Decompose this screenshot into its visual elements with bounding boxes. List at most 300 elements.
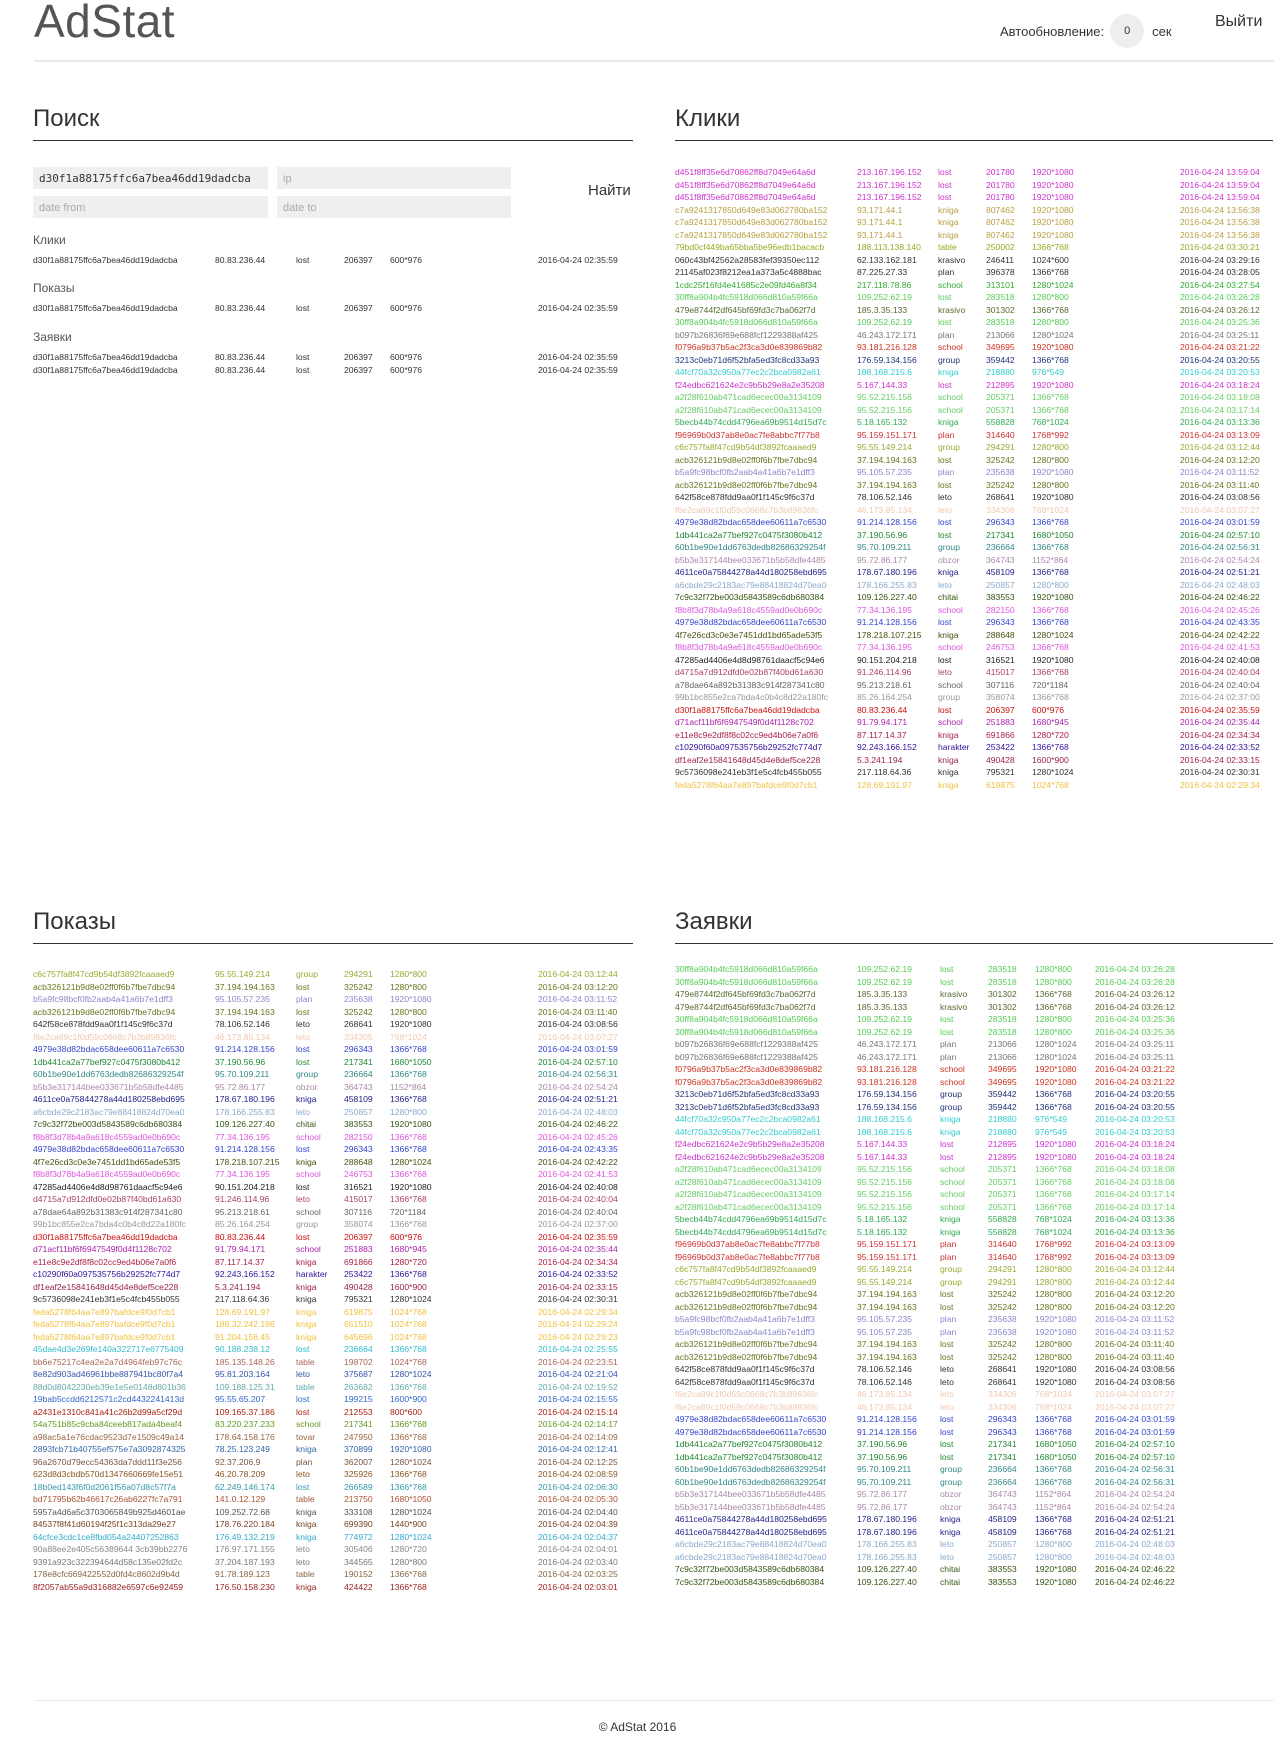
row-source: lost: [938, 517, 952, 527]
row-uid: 642f58ce878fdd9aa0f1f145c9f6c37d: [33, 1019, 173, 1029]
row-date: 2016-04-24 02:46:22: [1180, 592, 1260, 602]
row-date: 2016-04-24 02:06:30: [538, 1481, 618, 1492]
row-resolution: 600*976: [390, 352, 423, 362]
row-resolution: 1280*1024: [1032, 629, 1074, 640]
row-ip: 46.243.172.171: [857, 1039, 917, 1049]
row-date: 2016-04-24 02:35:44: [538, 1244, 618, 1254]
row-date: 2016-04-24 03:17:14: [1095, 1201, 1175, 1212]
row-uid: d451f8ff35e6d70862ff8d7049e64a6d: [675, 179, 816, 190]
row-ip: 95.70.109.211: [857, 1464, 912, 1474]
row-source: school: [940, 1076, 965, 1087]
date-from-input[interactable]: [33, 196, 268, 218]
row-ip: 93.181.216.128: [857, 1076, 917, 1087]
row-resolution: 1280*720: [1032, 729, 1069, 740]
row-date: 2016-04-24 02:57:10: [1180, 529, 1260, 540]
row-ip: 46.243.172.171: [857, 329, 917, 340]
row-id: 807462: [986, 217, 1015, 227]
row-id: 325926: [344, 1469, 373, 1479]
row-ip: 95.105.57.235: [857, 1314, 912, 1324]
row-uid: c7a9241317850d649e83d062780ba152: [675, 204, 828, 215]
row-resolution: 1366*768: [1032, 404, 1069, 415]
row-resolution: 1280*1024: [1035, 1051, 1077, 1062]
autoupdate-unit: сек: [1152, 23, 1172, 39]
row-source: lost: [938, 529, 952, 540]
row-resolution: 1366*768: [1035, 1001, 1072, 1012]
row-uid: acb326121b9d8e02ff0f6b7fbe7dbc94: [33, 1006, 176, 1017]
row-date: 2016-04-24 02:42:22: [538, 1156, 618, 1167]
row-source: leto: [940, 1539, 954, 1549]
row-source: lost: [938, 292, 952, 302]
row-date: 2016-04-24 02:08:59: [538, 1469, 618, 1479]
row-uid: b5b3e317144bee033671b5b58dfe4485: [33, 1081, 184, 1092]
row-source: lost: [940, 1351, 954, 1362]
row-resolution: 1024*768: [390, 1356, 427, 1367]
row-resolution: 1366*768: [1035, 989, 1072, 999]
row-date: 2016-04-24 02:35:44: [1180, 717, 1260, 727]
row-ip: 109.165.37.186: [215, 1406, 275, 1417]
row-id: 364743: [988, 1501, 1017, 1512]
row-ip: 178.67.180.196: [857, 1514, 917, 1524]
row-resolution: 1366*768: [1032, 354, 1069, 365]
row-resolution: 1366*768: [1032, 517, 1069, 527]
row-ip: 178.218.107.215: [215, 1156, 280, 1167]
row-ip: 90.151.204.218: [215, 1181, 275, 1192]
row-date: 2016-04-24 03:17:14: [1180, 404, 1260, 415]
row-id: 296343: [344, 1144, 373, 1154]
row-id: 206397: [344, 255, 373, 265]
row-ip: 80.83.236.44: [215, 364, 266, 375]
row-ip: 128.69.191.97: [215, 1306, 270, 1317]
row-uid: c7a9241317850d649e83d062780ba152: [675, 229, 828, 240]
row-ip: 91.214.128.156: [215, 1144, 275, 1154]
row-uid: d71acf11bf6f6947549f0d4f1128c702: [675, 717, 814, 727]
row-resolution: 1366*768: [390, 1344, 427, 1354]
row-resolution: 1366*768: [1032, 692, 1069, 702]
row-source: leto: [938, 579, 952, 590]
autoupdate-value[interactable]: 0: [1110, 14, 1144, 48]
row-ip: 46.173.85.134: [215, 1031, 270, 1042]
row-resolution: 1280*800: [1035, 1289, 1072, 1299]
row-source: school: [938, 392, 963, 402]
row-uid: 1db441ca2a77bef927c0475f3080b412: [33, 1056, 181, 1067]
row-ip: 178.76.220.184: [215, 1519, 275, 1529]
row-id: 296343: [988, 1426, 1017, 1437]
row-source: lost: [940, 1439, 954, 1449]
row-ip: 176.59.134.156: [857, 354, 917, 365]
row-ip: 178.166.255.83: [215, 1106, 275, 1117]
row-id: 218880: [988, 1114, 1017, 1124]
row-resolution: 976*549: [1035, 1114, 1068, 1124]
row-date: 2016-04-24 02:04:37: [538, 1531, 618, 1542]
row-source: lost: [296, 364, 310, 375]
row-uid: 47285ad4406e4d8d98761daacf5c94e6: [33, 1181, 183, 1192]
row-date: 2016-04-24 03:12:20: [538, 981, 618, 992]
row-uid: df1eaf2e15841648d45d4e8def5ce228: [33, 1281, 179, 1292]
row-resolution: 1920*1080: [1032, 192, 1074, 202]
row-id: 217341: [344, 1056, 373, 1067]
row-id: 458109: [344, 1094, 373, 1104]
row-date: 2016-04-24 02:40:04: [538, 1206, 618, 1217]
row-ip: 95.52.215.156: [857, 1164, 912, 1174]
row-source: group: [938, 354, 960, 365]
row-ip: 178.166.255.83: [857, 579, 917, 590]
clicks-panel: [675, 105, 1273, 875]
row-resolution: 1366*768: [1032, 742, 1069, 752]
row-date: 2016-04-24 03:26:12: [1095, 1001, 1175, 1012]
row-source: chitai: [940, 1576, 961, 1587]
row-uid: f8b8f3d78b4a9a618c4559ad0e0b690c: [675, 642, 823, 652]
row-uid: d451f8ff35e6d70862ff8d7049e64a6d: [675, 167, 816, 177]
row-id: 325242: [986, 454, 1015, 465]
row-date: 2016-04-24 02:29:23: [538, 1331, 618, 1342]
search-title: Поиск: [33, 105, 100, 132]
row-uid: f6e2ca89c1f0d59c0668c7b3b89836fc: [675, 1389, 819, 1399]
row-resolution: 1920*1080: [1035, 1076, 1077, 1087]
row-source: plan: [938, 267, 955, 277]
row-id: 294291: [344, 969, 373, 979]
row-uid: b097b26836f69e688fcf1229388af425: [675, 329, 818, 340]
row-source: group: [296, 1219, 318, 1229]
row-uid: acb326121b9d8e02ff0f6b7fbe7dbc94: [675, 1351, 818, 1362]
row-date: 2016-04-24 02:46:22: [1095, 1576, 1175, 1587]
row-source: school: [296, 1244, 321, 1254]
row-date: 2016-04-24 03:08:56: [1095, 1364, 1175, 1374]
row-source: lost: [938, 179, 952, 190]
row-source: krasivo: [940, 989, 968, 999]
table-row[interactable]: [33, 1582, 633, 1596]
row-ip: 95.52.215.156: [857, 1176, 912, 1187]
row-date: 2016-04-24 03:11:40: [1095, 1351, 1175, 1362]
row-id: 236664: [344, 1344, 373, 1354]
row-resolution: 1366*768: [1032, 667, 1069, 677]
row-source: school: [296, 1206, 321, 1217]
row-ip: 95.52.215.156: [857, 1189, 912, 1199]
table-row[interactable]: [675, 780, 1273, 794]
row-resolution: 1280*800: [1032, 579, 1069, 590]
row-uid: f24edbc621624e2c9b5b29e8a2e35208: [675, 379, 825, 390]
row-source: lost: [938, 617, 952, 627]
row-source: plan: [296, 1456, 313, 1467]
row-source: obzor: [940, 1501, 962, 1512]
row-source: lost: [940, 1426, 954, 1437]
row-id: 190152: [344, 1569, 373, 1579]
row-source: table: [296, 1569, 315, 1579]
row-resolution: 1920*1080: [390, 1444, 432, 1454]
row-date: 2016-04-24 03:20:55: [1180, 354, 1260, 365]
row-uid: 4979e38d82bdac658dee60611a7c6530: [675, 1426, 827, 1437]
row-uid: b5a9fc98bcf0fb2aab4a41a6b7e1dff3: [675, 467, 815, 477]
row-date: 2016-04-24 13:56:38: [1180, 229, 1260, 240]
row-ip: 95.159.151.171: [857, 1251, 917, 1262]
ip-input[interactable]: [277, 167, 511, 189]
row-ip: 185.3.35.133: [857, 989, 908, 999]
row-ip: 95.105.57.235: [857, 467, 912, 477]
row-id: 807462: [986, 204, 1015, 215]
row-resolution: 1600*900: [1032, 754, 1069, 765]
row-resolution: 1366*768: [390, 1094, 427, 1104]
row-id: 316521: [344, 1181, 373, 1192]
row-resolution: 1280*800: [390, 1556, 427, 1567]
row-ip: 37.194.194.163: [215, 981, 275, 992]
row-ip: 62.133.162.181: [857, 254, 917, 265]
row-resolution: 1920*1080: [1035, 1376, 1077, 1387]
row-resolution: 1920*1080: [1035, 1314, 1077, 1324]
row-resolution: 1920*1080: [390, 1181, 432, 1192]
row-resolution: 768*1024: [1032, 417, 1069, 427]
row-ip: 5.167.144.33: [857, 1139, 908, 1149]
row-uid: 60b1be90e1dd6763dedb82686329254f: [675, 542, 826, 552]
row-ip: 188.32.242.196: [215, 1319, 275, 1329]
row-ip: 95.52.215.156: [857, 1201, 912, 1212]
row-ip: 185.3.35.133: [857, 1001, 908, 1012]
row-date: 2016-04-24 02:35:59: [1180, 704, 1260, 715]
row-uid: a78dae64a892b31383c914f287341c80: [675, 679, 825, 690]
row-source: group: [940, 1089, 962, 1099]
row-resolution: 1920*1080: [1035, 1139, 1077, 1149]
row-source: school: [938, 604, 963, 615]
row-source: kniga: [940, 1226, 961, 1237]
row-id: 250857: [988, 1551, 1017, 1562]
uid-input[interactable]: [33, 167, 268, 189]
row-uid: 30ff8a904b4fc5918d066d810a59f66a: [675, 1014, 818, 1024]
row-date: 2016-04-24 03:29:16: [1180, 254, 1260, 265]
row-resolution: 1366*768: [1035, 1464, 1072, 1474]
row-resolution: 1280*720: [390, 1544, 427, 1554]
row-uid: f0796a9b37b5ac2f3ca3d0e839869b82: [675, 342, 823, 352]
row-resolution: 976*549: [1032, 367, 1065, 377]
row-source: kniga: [940, 1126, 961, 1137]
row-resolution: 1280*1024: [1032, 767, 1074, 777]
row-uid: 54a751b85c9cba84ceeb817ada4beaf4: [33, 1419, 183, 1429]
row-resolution: 1280*1024: [390, 1369, 432, 1379]
row-id: 282150: [344, 1131, 373, 1142]
row-id: 235638: [344, 994, 373, 1004]
row-source: school: [938, 279, 963, 290]
row-uid: 30ff8a904b4fc5918d066d810a59f66a: [675, 964, 818, 974]
row-ip: 91.214.128.156: [857, 1414, 917, 1424]
row-date: 2016-04-24 02:43:35: [1180, 617, 1260, 627]
table-row[interactable]: [33, 303, 633, 317]
row-date: 2016-04-24 02:56:31: [538, 1069, 618, 1079]
row-ip: 109.126.227.40: [857, 1576, 917, 1587]
row-ip: 85.26.164.254: [215, 1219, 270, 1229]
row-source: chitai: [296, 1119, 317, 1129]
row-resolution: 720*1184: [1032, 679, 1069, 690]
row-source: kniga: [938, 367, 959, 377]
row-ip: 87.225.27.33: [857, 267, 908, 277]
table-row[interactable]: [675, 1577, 1273, 1591]
row-uid: b5a9fc98bcf0fb2aab4a41a6b7e1dff3: [675, 1326, 815, 1337]
row-id: 370899: [344, 1444, 373, 1454]
row-ip: 5.167.144.33: [857, 1151, 908, 1162]
row-date: 2016-04-24 02:41:53: [1180, 642, 1260, 652]
row-id: 691866: [986, 729, 1015, 740]
row-uid: acb326121b9d8e02ff0f6b7fbe7dbc94: [675, 1289, 818, 1299]
row-ip: 213.167.196.152: [857, 192, 922, 202]
row-source: school: [938, 342, 963, 352]
row-id: 198702: [344, 1356, 373, 1367]
row-date: 2016-04-24 03:26:28: [1095, 964, 1175, 974]
row-resolution: 1280*1024: [390, 1506, 432, 1517]
row-source: lost: [296, 1406, 310, 1417]
row-uid: b5b3e317144bee033671b5b58dfe4485: [675, 1489, 826, 1499]
row-ip: 95.213.218.61: [857, 679, 912, 690]
row-uid: d30f1a88175ffc6a7bea46dd19dadcba: [33, 1231, 178, 1242]
row-resolution: 1366*768: [390, 1169, 427, 1179]
row-source: kniga: [940, 1114, 961, 1124]
row-resolution: 768*1024: [1032, 504, 1069, 515]
row-id: 294291: [988, 1276, 1017, 1287]
clicks-title: Клики: [675, 105, 741, 132]
find-button[interactable]: Найти: [588, 182, 631, 199]
row-uid: b5a9fc98bcf0fb2aab4a41a6b7e1dff3: [675, 1314, 815, 1324]
row-ip: 188.168.215.6: [857, 367, 912, 377]
row-uid: 60b1be90e1dd6763dedb82686329254f: [675, 1476, 826, 1487]
row-ip: 176.50.158.230: [215, 1581, 275, 1592]
row-id: 206397: [986, 704, 1015, 715]
row-date: 2016-04-24 03:30:21: [1180, 242, 1260, 252]
row-resolution: 768*1024: [390, 1031, 427, 1042]
row-resolution: 1366*768: [390, 1044, 427, 1054]
row-ip: 83.220.237.233: [215, 1419, 275, 1429]
row-date: 2016-04-24 03:25:11: [1095, 1051, 1175, 1062]
row-source: lost: [938, 479, 952, 490]
row-uid: 21145af023f8212ea1a373a5c4888bac: [675, 267, 822, 277]
row-date: 2016-04-24 13:56:38: [1180, 217, 1260, 227]
row-date: 2016-04-24 03:01:59: [538, 1044, 618, 1054]
row-date: 2016-04-24 03:01:59: [1095, 1426, 1175, 1437]
row-resolution: 1366*768: [390, 1431, 427, 1442]
row-resolution: 1680*1050: [1035, 1451, 1077, 1462]
row-date: 2016-04-24 13:56:38: [1180, 204, 1260, 215]
row-id: 199215: [344, 1394, 373, 1404]
row-date: 2016-04-24 02:48:03: [538, 1106, 618, 1117]
row-uid: 9c5736098e241eb3f1e5c4fcb455b055: [33, 1294, 180, 1304]
row-id: 283518: [988, 964, 1017, 974]
row-id: 415017: [986, 667, 1015, 677]
row-source: group: [938, 442, 960, 452]
app-logo[interactable]: AdStat: [34, 0, 176, 47]
row-uid: 479e8744f2df645bf69fd3c7ba062f7d: [675, 1001, 816, 1012]
row-ip: 92.243.166.152: [215, 1269, 275, 1279]
row-ip: 95.55.149.214: [857, 442, 912, 452]
row-resolution: 1280*800: [1035, 1351, 1072, 1362]
row-uid: 3213c0eb71d6f52bfa5ed3fc8cd33a93: [675, 354, 820, 365]
row-resolution: 1366*768: [390, 1131, 427, 1142]
row-source: leto: [940, 1551, 954, 1562]
row-ip: 217.118.78.86: [857, 279, 912, 290]
row-id: 699390: [344, 1519, 373, 1529]
row-id: 247950: [344, 1431, 373, 1442]
row-date: 2016-04-24 02:35:59: [538, 364, 618, 375]
table-row[interactable]: [33, 255, 633, 269]
row-source: kniga: [296, 1319, 317, 1329]
row-ip: 46.243.172.171: [857, 1051, 917, 1062]
row-id: 358074: [986, 692, 1015, 702]
row-ip: 109.252.62.19: [857, 1014, 912, 1024]
search-panel: [33, 105, 633, 405]
row-date: 2016-04-24 02:23:51: [538, 1356, 618, 1367]
row-resolution: 1366*768: [1035, 1176, 1072, 1187]
row-ip: 95.55.149.214: [857, 1264, 912, 1274]
row-ip: 178.166.255.83: [857, 1551, 917, 1562]
row-resolution: 1680*1050: [1035, 1439, 1077, 1449]
row-date: 2016-04-24 03:08:56: [1180, 492, 1260, 502]
row-resolution: 1280*800: [1035, 964, 1072, 974]
table-row[interactable]: [33, 365, 633, 379]
row-uid: d71acf11bf6f6947549f0d4f1128c702: [33, 1244, 172, 1254]
row-date: 2016-04-24 02:30:31: [1180, 767, 1260, 777]
row-id: 217341: [988, 1439, 1017, 1449]
row-uid: d30f1a88175ffc6a7bea46dd19dadcba: [33, 303, 178, 313]
row-uid: d30f1a88175ffc6a7bea46dd19dadcba: [675, 704, 820, 715]
row-source: tovar: [296, 1431, 316, 1442]
header-divider: [34, 60, 1274, 62]
row-ip: 178.67.180.196: [857, 567, 917, 577]
row-ip: 95.72.86.177: [857, 554, 908, 565]
row-ip: 217.118.64.36: [857, 767, 912, 777]
row-id: 458109: [986, 567, 1015, 577]
row-source: kniga: [296, 1531, 317, 1542]
date-to-input[interactable]: [277, 196, 511, 218]
row-uid: a6cbde29c2183ac79e88418824d70ea0: [675, 1551, 827, 1562]
row-id: 213066: [986, 329, 1015, 340]
row-uid: a6cbde29c2183ac79e88418824d70ea0: [675, 579, 827, 590]
row-date: 2016-04-24 02:15:14: [538, 1406, 618, 1417]
row-ip: 77.34.136.195: [857, 642, 912, 652]
row-ip: 5.18.165.132: [857, 1226, 908, 1237]
row-source: kniga: [938, 779, 959, 790]
row-id: 325242: [344, 1006, 373, 1017]
row-uid: b5b3e317144bee033671b5b58dfe4485: [675, 554, 826, 565]
row-resolution: 1280*800: [390, 969, 427, 979]
row-date: 2016-04-24 02:42:22: [1180, 629, 1260, 640]
row-resolution: 1366*768: [1035, 1201, 1072, 1212]
row-resolution: 1920*1080: [390, 1019, 432, 1029]
row-date: 2016-04-24 02:37:00: [538, 1219, 618, 1229]
row-ip: 80.83.236.44: [215, 303, 266, 313]
row-resolution: 720*1184: [390, 1206, 427, 1217]
logout-link[interactable]: Выйти: [1215, 13, 1263, 30]
row-uid: f6e2ca89c1f0d59c0668c7b3b89836fc: [675, 504, 819, 515]
row-id: 619875: [986, 779, 1015, 790]
row-source: lost: [296, 1231, 310, 1242]
row-ip: 78.106.52.146: [215, 1019, 270, 1029]
row-ip: 91.79.94.171: [857, 717, 908, 727]
row-source: group: [296, 969, 318, 979]
row-id: 301302: [988, 1001, 1017, 1012]
search-orders-label: Заявки: [33, 330, 72, 344]
row-id: 282150: [986, 604, 1015, 615]
row-id: 334305: [344, 1031, 373, 1042]
row-resolution: 1920*1080: [1032, 492, 1074, 502]
row-ip: 109.188.125.31: [215, 1381, 275, 1392]
row-uid: 84537f8f41d60194f25f1c313da29e27: [33, 1519, 176, 1529]
row-source: group: [938, 692, 960, 702]
row-uid: feda5278f64aa7e897bafdce9f0d7cb1: [33, 1319, 176, 1329]
top-bar: [0, 0, 1275, 62]
row-date: 2016-04-24 02:15:55: [538, 1394, 618, 1404]
row-uid: d30f1a88175ffc6a7bea46dd19dadcba: [33, 352, 178, 362]
row-ip: 109.126.227.40: [215, 1119, 275, 1129]
row-source: school: [940, 1064, 965, 1074]
row-date: 2016-04-24 02:48:03: [1180, 579, 1260, 590]
row-uid: 642f58ce878fdd9aa0f1f145c9f6c37d: [675, 492, 815, 502]
row-uid: 88d0d8042230eb39e1e5e0148d801b36: [33, 1381, 186, 1392]
row-source: krasivo: [940, 1001, 968, 1012]
row-uid: f8b8f3d78b4a9a618c4559ad0e0b690c: [33, 1131, 181, 1142]
row-id: 268641: [986, 492, 1015, 502]
